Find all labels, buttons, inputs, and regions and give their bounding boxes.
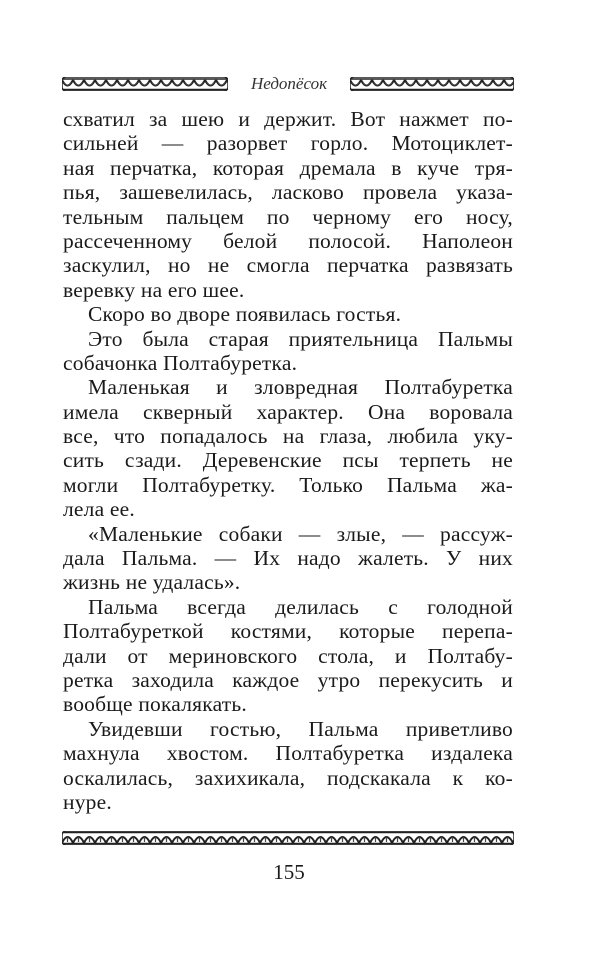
footer-ornament [62, 831, 514, 845]
text-line: Полтабуреткой костями, которые перепа- [63, 619, 513, 644]
running-title: Недопёсок [250, 74, 328, 93]
text-line: дала Пальма. — Их надо жалеть. У них [63, 546, 513, 571]
header-ornament-left [62, 77, 228, 91]
text-line: веревку на его шее. [63, 277, 245, 302]
page-number: 155 [273, 860, 305, 884]
text-line: сить сзади. Деревенские псы терпеть не [63, 448, 513, 473]
text-line: могли Полтабуретку. Только Пальма жа- [63, 472, 513, 497]
text-line: Это была старая приятельница Пальмы [88, 326, 513, 351]
text-line: оскалилась, захихикала, подскакала к ко- [63, 765, 513, 790]
text-line: Увидевши гостью, Пальма приветливо [88, 716, 513, 741]
text-line: сильней — разорвет горло. Мотоциклет- [63, 131, 513, 156]
text-line: Маленькая и зловредная Полтабуретка [88, 375, 513, 400]
text-line: рассеченному белой полосой. Наполеон [63, 228, 513, 253]
text-line: нуре. [63, 789, 112, 814]
text-line: вообще покалякать. [63, 692, 247, 717]
body-text [63, 107, 513, 814]
header-ornament-right [350, 77, 514, 91]
text-line: жизнь не удалась». [63, 570, 241, 595]
text-line: пья, зашевелилась, ласково провела указа- [63, 180, 513, 205]
text-line: собачонка Полтабуретка. [63, 350, 298, 375]
text-line: «Маленькие собаки — злые, — рассуж- [88, 521, 513, 546]
text-line: схватил за шею и держит. Вот нажмет по- [63, 107, 513, 131]
text-line: имела скверный характер. Она воровала [63, 399, 513, 424]
text-line: лела ее. [63, 497, 135, 522]
text-line: Скоро во дворе появилась гостья. [88, 302, 402, 327]
text-line: заскулил, но не смогла перчатка развязать [63, 253, 513, 278]
text-line: дали от мериновского стола, и Полтабу- [63, 643, 513, 668]
text-line: ретка заходила каждое утро перекусить и [63, 667, 513, 692]
text-line: все, что попадалось на глаза, любила уку- [63, 424, 513, 449]
text-line: тельным пальцем по черному его носу, [63, 204, 513, 229]
text-line: ная перчатка, которая дремала в куче тря- [63, 155, 513, 180]
text-line: махнула хвостом. Полтабуретка издалека [63, 741, 513, 766]
text-line: Пальма всегда делилась с голодной [88, 594, 513, 619]
